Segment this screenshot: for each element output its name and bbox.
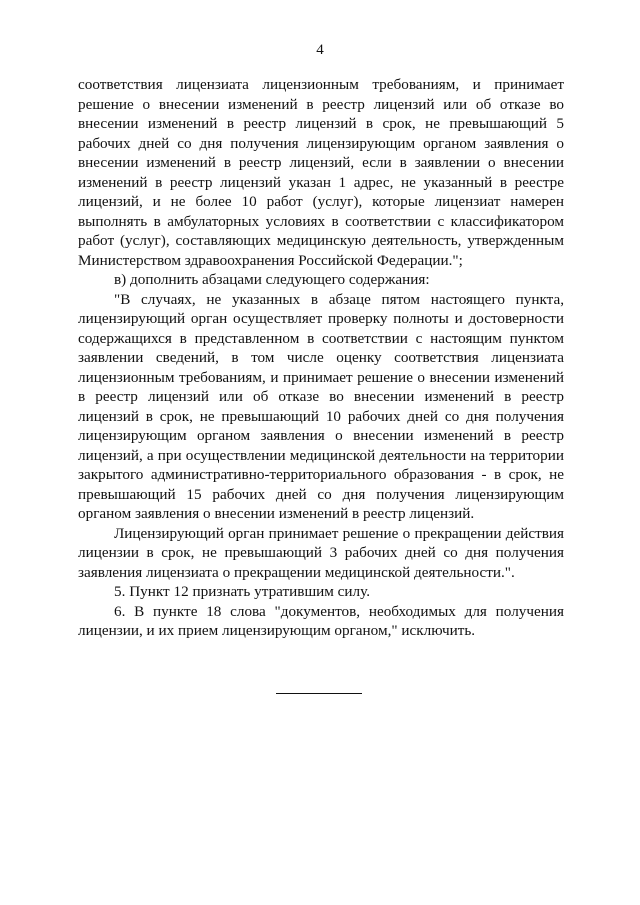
paragraph-quoted-cases: "В случаях, не указанных в абзаце пятом настоящего пункта, лицензирующий орган осуществляет проверку полноты и достоверности содержащихся в представленном в соответствии с настоящим пунктом заявлении сведений, в том числе оценку соответствия лицензиата лицензионным требованиям, и принимает решение о внесении изменений в реестр лицензий или об отказе во внесении изменений в реестр лицензий в срок, не превышающий 10 рабочих дней со дня получения лицензирующим органом заявления о внесении изменений в реестр лицензий, а при осуществлении медицинской деятельности на территории закрытого административно-территориального образования - в срок, не превышающий 15 рабочих дней со дня получения лицензирующим органом заявления о внесении изменений в реестр лицензий.: [78, 290, 564, 522]
paragraph-item-5: 5. Пункт 12 признать утратившим силу.: [114, 583, 370, 600]
page-number: 4: [316, 42, 324, 58]
paragraph-item-6: 6. В пункте 18 слова "документов, необходимых для получения лицензии, и их прием лицензирующим органом," исключить.: [78, 602, 564, 639]
paragraph-continuation: соответствия лицензиата лицензионным требованиям, и принимает решение о внесении изменений в реестр лицензий или об отказе во внесении изменений в реестр лицензий в срок, не превышающий 5 рабочих дней со дня получения лицензирующим органом заявления о внесении изменений в реестр лицензий, если в заявлении о внесении изменений в реестр лицензий указан 1 адрес, не указанный в реестре лицензий, и не более 10 работ (услуг), которые лицензиат намерен выполнять в амбулаторных условиях в соответствии с классификатором работ (услуг), составляющих медицинскую деятельность, утвержденным Министерством здравоохранения Российской Федерации.";: [78, 76, 564, 269]
paragraph-termination: Лицензирующий орган принимает решение о прекращении действия лицензии в срок, не превышающий 3 рабочих дней со дня получения заявления лицензиата о прекращении медицинской деятельности.".: [78, 524, 564, 581]
paragraph-subitem-v: в) дополнить абзацами следующего содержания:: [114, 271, 430, 288]
closing-divider: [276, 693, 362, 694]
document-body: [78, 75, 564, 641]
